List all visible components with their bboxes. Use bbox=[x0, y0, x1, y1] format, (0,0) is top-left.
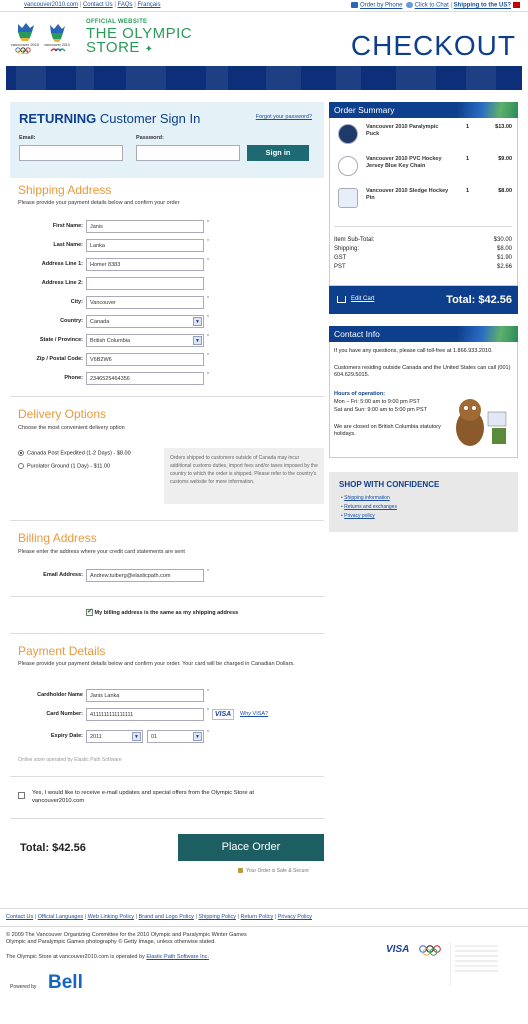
edit-cart-link[interactable]: Edit Cart bbox=[351, 296, 375, 302]
zip-label: Zip / Postal Code: bbox=[36, 356, 83, 362]
contact-link[interactable]: Contact Us bbox=[82, 2, 113, 8]
mascot-image bbox=[448, 394, 516, 450]
footer-privacy-link[interactable]: Privacy Policy bbox=[277, 914, 312, 920]
page-title: CHECKOUT bbox=[350, 30, 516, 61]
canada-flag-icon bbox=[513, 2, 520, 8]
contact-header: Contact Info bbox=[329, 326, 518, 342]
pst-row: PST $2.66 bbox=[334, 264, 512, 270]
address1-label: Address Line 1: bbox=[41, 261, 83, 267]
newsletter-text: Yes, I would like to receive e-mail updates and special offers from the Olympic Store at vancouver2010.com bbox=[32, 790, 254, 804]
email-label: Email: bbox=[19, 135, 36, 141]
divider bbox=[10, 633, 324, 634]
footer-languages-link[interactable]: Official Languages bbox=[37, 914, 84, 920]
radio-unselected[interactable] bbox=[18, 463, 24, 469]
password-label: Password: bbox=[136, 135, 164, 141]
divider bbox=[10, 520, 324, 521]
first-name-input[interactable]: Janis bbox=[86, 220, 204, 233]
cardholder-input[interactable]: Janis Lanka bbox=[86, 689, 204, 702]
first-name-label: First Name: bbox=[52, 223, 83, 229]
city-label: City: bbox=[70, 299, 83, 305]
divider bbox=[10, 776, 324, 777]
checkbox-checked[interactable] bbox=[86, 609, 93, 616]
footer-weblinking-link[interactable]: Web Linking Policy bbox=[87, 914, 135, 920]
delivery-subtitle: Choose the most convenient delivery option bbox=[18, 425, 125, 431]
divider bbox=[10, 396, 324, 397]
phone-label: Phone: bbox=[64, 375, 83, 381]
country-select[interactable]: Canada ▼ bbox=[86, 315, 204, 328]
visa-logo: VISA bbox=[386, 944, 410, 955]
brand-tagline: OFFICIAL WEBSITE bbox=[86, 19, 148, 25]
utility-bar: vancouver2010.com | Contact Us | FAQs | Français Order by Phone Click to Chat | Shipping to the US? bbox=[0, 0, 528, 12]
forgot-password-link[interactable]: Forgot your password? bbox=[255, 114, 312, 120]
contact-phone: If you have any questions, please call toll-free at 1.866.933.2010. bbox=[334, 348, 493, 354]
signin-email-input[interactable] bbox=[19, 145, 123, 161]
secure-note: Your Order is Safe & Secure bbox=[238, 868, 309, 874]
store-logo-text[interactable]: THE OLYMPIC STORE ✦ bbox=[86, 25, 193, 56]
chevron-down-icon: ▼ bbox=[132, 732, 141, 741]
hours-heading: Hours of operation: bbox=[334, 391, 386, 397]
shipping-info-link[interactable]: Shipping information bbox=[344, 495, 390, 501]
last-name-input[interactable]: Lanka bbox=[86, 239, 204, 252]
chevron-down-icon: ▼ bbox=[193, 317, 202, 326]
sign-in-button[interactable]: Sign in bbox=[247, 145, 309, 161]
olympic-rings-icon bbox=[418, 944, 442, 956]
chat-icon bbox=[406, 2, 413, 8]
bell-logo[interactable]: Bell bbox=[48, 972, 83, 993]
contact-intl: Customers residing outside Canada and the United States can call (001) 604.629.5015. bbox=[334, 365, 511, 378]
zip-input[interactable]: V6B2W6 bbox=[86, 353, 204, 366]
footer-return-link[interactable]: Return Policy bbox=[240, 914, 274, 920]
order-summary-header: Order Summary bbox=[329, 102, 518, 118]
billing-subtitle: Please enter the address where your credit card statements are sent bbox=[18, 549, 185, 555]
signin-title: RETURNING Customer Sign In bbox=[19, 111, 201, 126]
divider bbox=[10, 818, 324, 819]
site-link[interactable]: vancouver2010.com bbox=[24, 2, 79, 8]
billing-heading: Billing Address bbox=[18, 531, 97, 545]
divider bbox=[334, 226, 512, 227]
hours-weekend: Sat and Sun: 9:00 am to 5:00 pm PST bbox=[334, 407, 427, 413]
radio-selected[interactable] bbox=[18, 450, 24, 456]
state-select[interactable]: British Columbia ▼ bbox=[86, 334, 204, 347]
divider bbox=[10, 596, 324, 597]
place-order-button[interactable]: Place Order bbox=[178, 834, 324, 861]
returning-customer-signin bbox=[10, 102, 324, 178]
maple-leaf-icon: ✦ bbox=[144, 44, 154, 55]
last-name-label: Last Name: bbox=[53, 242, 83, 248]
order-total: Total: $42.56 bbox=[20, 842, 86, 854]
faqs-link[interactable]: FAQs bbox=[117, 2, 133, 8]
expiry-year-select[interactable]: 2011 ▼ bbox=[86, 730, 143, 743]
footer-shipping-link[interactable]: Shipping Policy bbox=[198, 914, 237, 920]
footer-brand-link[interactable]: Brand and Logo Policy bbox=[138, 914, 194, 920]
footer-links: Contact Us | Official Languages | Web Linking Policy | Brand and Logo Policy | Shipping Policy | Return Policy | Privacy Policy bbox=[6, 914, 312, 920]
why-visa-link[interactable]: Why VISA? bbox=[240, 711, 269, 717]
summary-total: Total: $42.56 bbox=[446, 294, 512, 306]
footer-contact-link[interactable]: Contact Us bbox=[6, 914, 34, 920]
card-number-label: Card Number: bbox=[46, 711, 83, 717]
elastic-path-link[interactable]: Elastic Path Software Inc. bbox=[146, 954, 209, 960]
subtotal-row: Item Sub-Total: $30.00 bbox=[334, 237, 512, 243]
privacy-link[interactable]: Privacy policy bbox=[344, 513, 375, 519]
operated-by-note: Online store operated by Elastic Path Software bbox=[18, 757, 122, 763]
chevron-down-icon: ▼ bbox=[193, 336, 202, 345]
delivery-option-expedited[interactable]: Canada Post Expedited (1-2 Days) - $8.00 bbox=[18, 450, 131, 456]
keychain-image bbox=[338, 156, 358, 176]
returns-link[interactable]: Returns and exchanges bbox=[344, 504, 397, 510]
hours-weekday: Mon – Fri: 5:00 am to 9:00 pm PST bbox=[334, 399, 420, 405]
address1-input[interactable]: Homer 8383 bbox=[86, 258, 204, 271]
shop-with-confidence-panel bbox=[329, 472, 518, 532]
same-as-shipping-checkbox[interactable]: ✓ My billing address is the same as my shipping address bbox=[86, 609, 238, 616]
gst-row: GST $1.90 bbox=[334, 255, 512, 261]
footer-divider bbox=[0, 908, 528, 909]
billing-email-input[interactable]: Andrew.tuiberg@elasticpath.com bbox=[86, 569, 204, 582]
payment-heading: Payment Details bbox=[18, 644, 106, 658]
address2-input[interactable] bbox=[86, 277, 204, 290]
cart-icon bbox=[337, 296, 346, 303]
summary-total-bar bbox=[329, 286, 518, 314]
shipping-heading: Shipping Address bbox=[18, 183, 112, 197]
payment-subtitle: Please provide your payment details below and confirm your order. Your card will be charged in Canadian Dollars. bbox=[18, 661, 295, 667]
chevron-down-icon: ▼ bbox=[193, 732, 202, 741]
billing-email-label: Email Address: bbox=[43, 572, 83, 578]
copyright: © 2009 The Vancouver Organizing Committee for the 2010 Olympic and Paralympic Winter Games Olympic and Paralympic Games photography © Getty Image, unless otherwise stated. bbox=[6, 932, 247, 945]
phone-icon bbox=[351, 2, 358, 8]
order-by-phone-link[interactable]: Order by Phone bbox=[360, 2, 403, 9]
shipping-subtitle: Please provide your payment details below and confirm your order bbox=[18, 200, 180, 206]
visa-card-icon: VISA bbox=[212, 709, 234, 720]
signin-password-input[interactable] bbox=[136, 145, 240, 161]
newsletter-checkbox[interactable] bbox=[18, 792, 25, 799]
delivery-option-purolator[interactable]: Purolator Ground (1 Day) - $11.00 bbox=[18, 463, 110, 469]
svg-text:vancouver 2010: vancouver 2010 bbox=[44, 43, 70, 47]
footer-divider bbox=[0, 926, 528, 927]
shipping-us-link[interactable]: Shipping to the US? bbox=[453, 2, 511, 9]
address2-label: Address Line 2: bbox=[41, 280, 83, 286]
pin-image bbox=[338, 188, 358, 208]
lock-icon bbox=[238, 868, 243, 873]
shipping-row: Shipping: $8.00 bbox=[334, 246, 512, 252]
powered-by-label: Powered by bbox=[10, 984, 37, 990]
chat-link[interactable]: Click to Chat bbox=[414, 2, 449, 9]
sponsor-fineprint bbox=[450, 942, 502, 986]
expiry-month-select[interactable]: 01 ▼ bbox=[147, 730, 204, 743]
closed-note: We are closed on British Columbia statutory holidays. bbox=[334, 424, 441, 437]
customs-note: Orders shipped to customers outside of Canada may incur additional customs duties, import fees and/or taxes imposed by the country to which the order is shipped. Please refer to the country's customs website for more information. bbox=[164, 448, 324, 504]
shop-heading: SHOP WITH CONFIDENCE bbox=[339, 480, 440, 489]
header-banner bbox=[6, 66, 522, 90]
phone-input[interactable]: 2346525464356 bbox=[86, 372, 204, 385]
paralympic-logo[interactable] bbox=[44, 22, 70, 54]
delivery-heading: Delivery Options bbox=[18, 407, 107, 421]
svg-text:vancouver 2010: vancouver 2010 bbox=[10, 42, 40, 47]
puck-image bbox=[338, 124, 358, 144]
country-label: Country: bbox=[60, 318, 83, 324]
card-number-input[interactable]: 4111111111111111 bbox=[86, 708, 204, 721]
city-input[interactable]: Vancouver bbox=[86, 296, 204, 309]
expiry-label: Expiry Date: bbox=[50, 733, 83, 739]
operated-by: The Olympic Store at vancouver2010.com is operated by Elastic Path Software Inc. bbox=[6, 954, 209, 960]
cardholder-label: Cardholder Name bbox=[37, 692, 83, 698]
state-label: State / Province: bbox=[39, 337, 83, 343]
francais-link[interactable]: Français bbox=[137, 2, 161, 8]
olympic-logo[interactable] bbox=[10, 22, 40, 54]
